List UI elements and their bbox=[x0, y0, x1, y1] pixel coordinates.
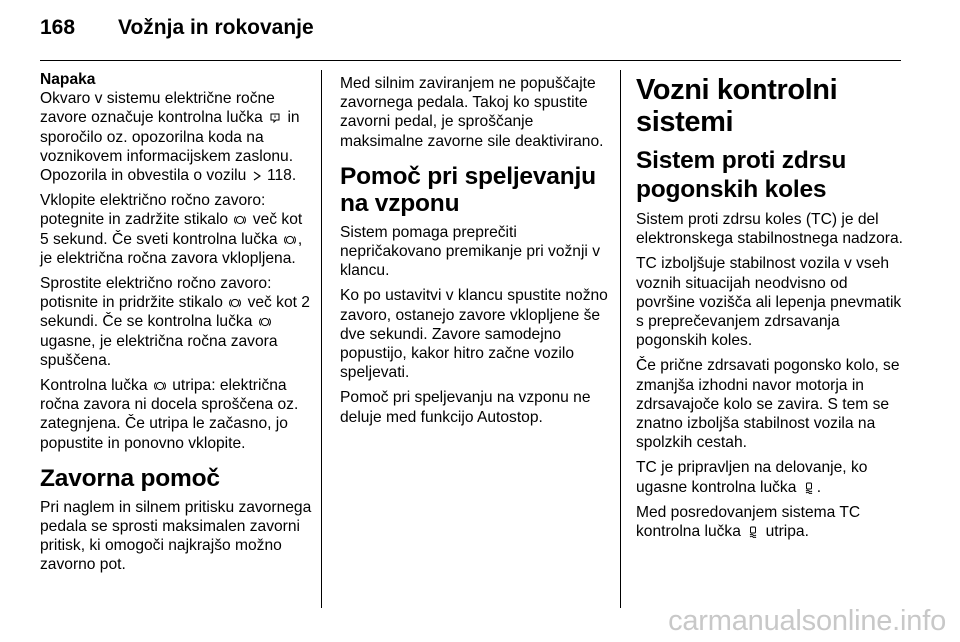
page-number: 168 bbox=[40, 16, 76, 39]
paragraph: TC izboljšuje stabilnost vozila v vseh voznih situacijah neodvisno od površine vozišča ali lepenja pnevmatik s preprečevanjem zdrsavanja pogonskih koles. bbox=[636, 255, 902, 350]
traction-control-icon bbox=[747, 526, 759, 538]
paragraph: Sistem pomaga preprečiti nepričakovano premikanje pri vožnji v klancu. bbox=[340, 223, 601, 280]
parking-brake-icon bbox=[154, 380, 166, 392]
parking-brake-icon bbox=[284, 234, 296, 246]
column-divider-2 bbox=[620, 70, 621, 608]
paragraph: Pri naglem in silnem pritisku zavornega pedala se sprosti maksimalen zavorni pritisk, ki omogoči najkrajšo možno zavorno pot. bbox=[40, 498, 312, 574]
paragraph: Pomoč pri speljevanju na vzponu ne deluje med funkcijo Autostop. bbox=[340, 389, 591, 426]
subheading-napaka: Napaka bbox=[40, 71, 96, 88]
paragraph: Če prične zdrsavati pogonsko kolo, se zmanjša izhodni navor motorja in zdrsavajoče kolo se zavira. S tem se znatno izboljša stabilnost vozila na spolzkih cestah. bbox=[636, 357, 900, 452]
paragraph: Ko po ustavitvi v klancu spustite nožno zavoro, ostanejo zavore vklopljene še dve sekundi. Zavore samodejno popustijo, kakor hitro začne vozilo speljevati. bbox=[340, 287, 608, 382]
running-title: Vožnja in rokovanje bbox=[118, 16, 314, 39]
paragraph: TC je pripravljen na delovanje, ko ugasne kontrolna lučka . bbox=[636, 459, 868, 496]
column-divider-1 bbox=[321, 70, 322, 608]
column-right bbox=[636, 74, 906, 547]
paragraph: Okvaro v sistemu električne ročne zavore označuje kontrolna lučka in sporočilo oz. opozorilna koda na voznikovem informacijskem zaslonu. Opozorila in obvestila o vozilu 118. bbox=[40, 90, 300, 185]
paragraph: Med posredovanjem sistema TC kontrolna lučka utripa. bbox=[636, 503, 861, 541]
watermark: carmanualsonline.info bbox=[668, 605, 946, 637]
section-heading-sistem-proti-zdrsu: Sistem proti zdrsu pogonskih koles bbox=[636, 147, 847, 203]
traction-control-icon bbox=[803, 482, 815, 494]
parking-brake-icon bbox=[234, 214, 246, 226]
header-rule bbox=[40, 60, 901, 61]
section-heading-zavorna-pomoc: Zavorna pomoč bbox=[40, 464, 220, 492]
paragraph: Sprostite električno ročno zavoro: potisnite in pridržite stikalo več kot 2 sekundi. Če se kontrolna lučka ugasne, je električna ročna zavora spuščena. bbox=[40, 275, 310, 369]
page-header bbox=[40, 16, 900, 46]
paragraph: Sistem proti zdrsu koles (TC) je del elektronskega stabilnostnega nadzora. bbox=[636, 211, 904, 248]
column-middle bbox=[340, 74, 610, 433]
warning-indicator-icon bbox=[269, 112, 281, 124]
parking-brake-icon bbox=[229, 297, 241, 309]
chapter-heading: Vozni kontrolni sistemi bbox=[636, 74, 838, 138]
paragraph: Med silnim zaviranjem ne popuščajte zavornega pedala. Takoj ko spustite zavorni pedal, je sproščanje maksimalne zavorne sile deaktivirano. bbox=[340, 75, 604, 150]
paragraph: Vklopite električno ročno zavoro: potegnite in zadržite stikalo več kot 5 sekund. Če sveti kontrolna lučka , je električna ročna zavora vklopljena. bbox=[40, 192, 303, 267]
paragraph: Kontrolna lučka utripa: električna ročna zavora ni docela sproščena oz. zategnjena. Če utripa le začasno, jo popustite in ponovno vklopite. bbox=[40, 377, 299, 452]
parking-brake-icon bbox=[259, 316, 271, 328]
section-heading-pomoc-pri-speljevanju: Pomoč pri speljevanju na vzponu bbox=[340, 162, 596, 217]
xref-arrow-icon bbox=[253, 171, 261, 181]
column-left bbox=[40, 70, 314, 581]
